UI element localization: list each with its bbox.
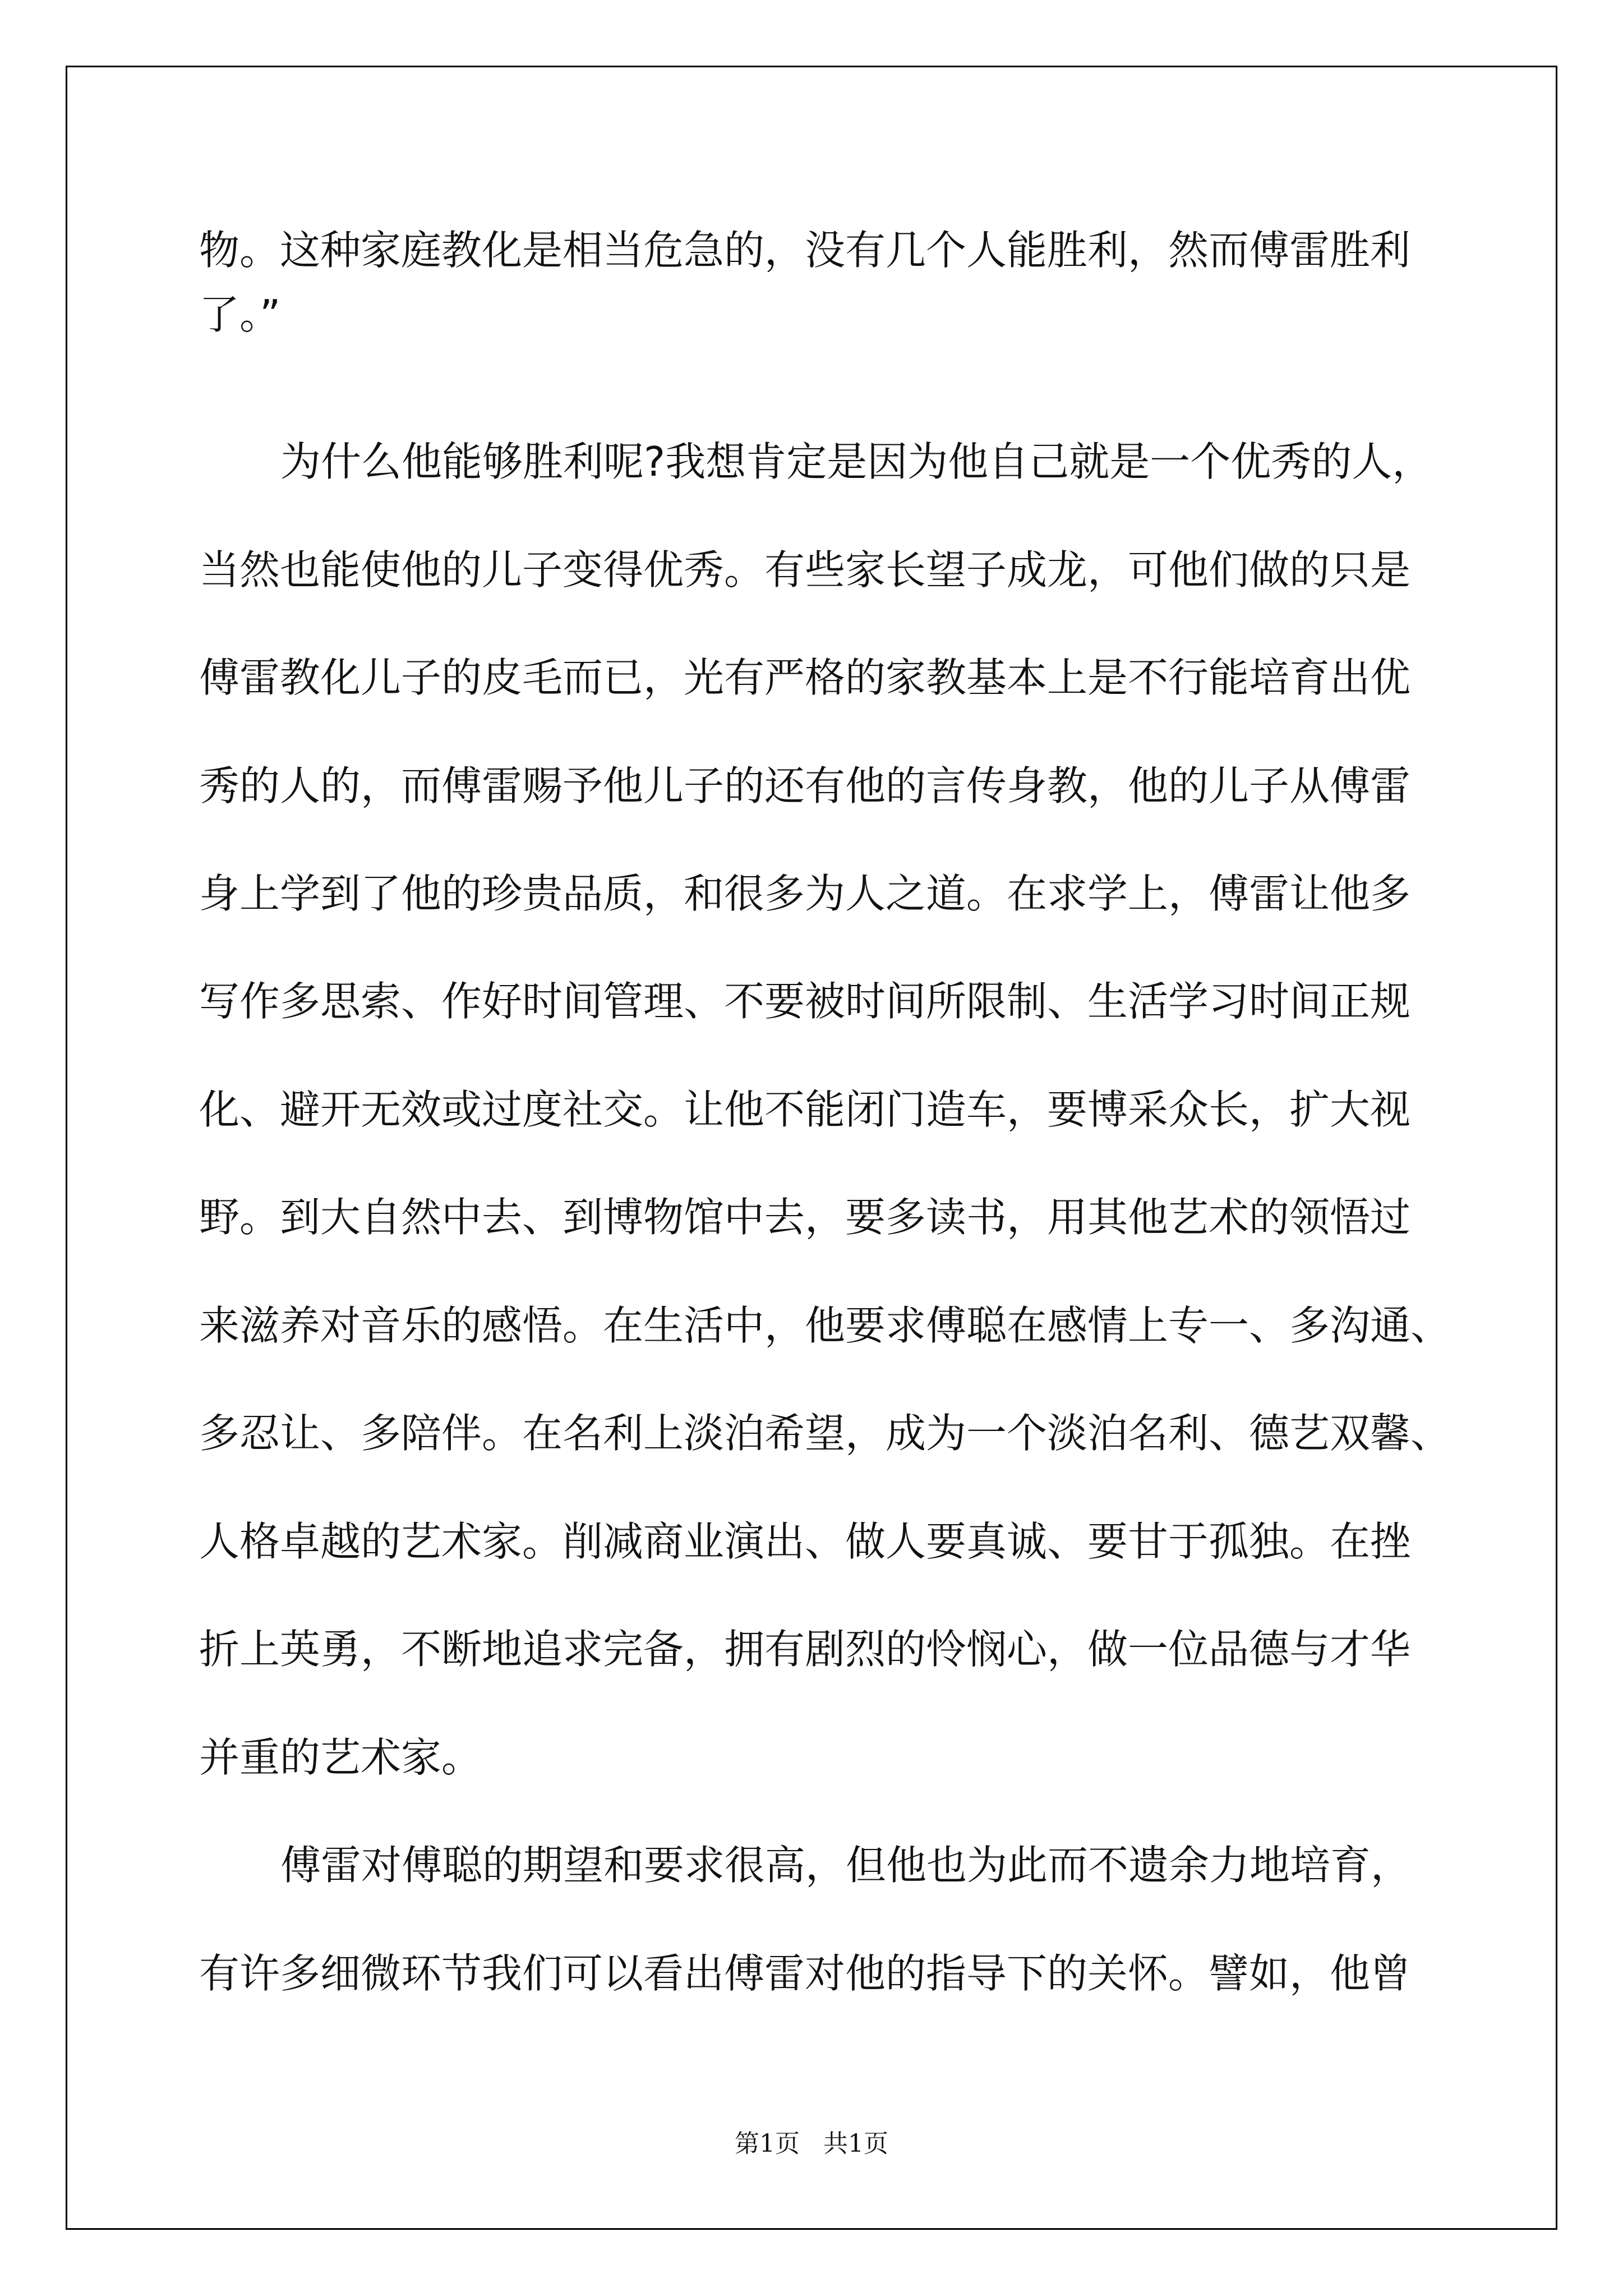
text-line: 当然也能使他的儿子变得优秀。有些家长望子成龙，可他们做的只是	[199, 546, 1411, 593]
text-line: 了。”	[199, 291, 281, 338]
text-line: 物。这种家庭教化是相当危急的，没有几个人能胜利，然而傅雷胜利	[199, 227, 1411, 274]
text-line: 化、避开无效或过度社交。让他不能闭门造车，要博采众长，扩大视	[199, 1086, 1411, 1133]
text-line: 折上英勇，不断地追求完备，拥有剧烈的怜悯心，做一位品德与才华	[199, 1626, 1411, 1673]
text-line: 身上学到了他的珍贵品质，和很多为人之道。在求学上，傅雷让他多	[199, 870, 1411, 917]
text-line: 并重的艺术家。	[199, 1734, 482, 1781]
text-line: 多忍让、多陪伴。在名利上淡泊希望，成为一个淡泊名利、德艺双馨、	[199, 1410, 1451, 1457]
text-line: 野。到大自然中去、到博物馆中去，要多读书，用其他艺术的领悟过	[199, 1194, 1411, 1241]
text-line: 傅雷教化儿子的皮毛而已，光有严格的家教基本上是不行能培育出优	[199, 654, 1411, 701]
paragraph-start-line: 傅雷对傅聪的期望和要求很高，但他也为此而不遗余力地培育，	[280, 1842, 1412, 1889]
page-border	[66, 66, 1557, 2230]
text-line: 人格卓越的艺术家。削减商业演出、做人要真诚、要甘于孤独。在挫	[199, 1518, 1411, 1565]
text-line: 来滋养对音乐的感悟。在生活中，他要求傅聪在感情上专一、多沟通、	[199, 1302, 1451, 1349]
text-line: 有许多细微环节我们可以看出傅雷对他的指导下的关怀。譬如，他曾	[199, 1950, 1411, 1997]
page-footer: 第1页 共1页	[735, 2129, 888, 2158]
paragraph-start-line: 为什么他能够胜利呢?我想肯定是因为他自己就是一个优秀的人，	[280, 438, 1433, 485]
text-line: 写作多思索、作好时间管理、不要被时间所限制、生活学习时间正规	[199, 978, 1411, 1025]
text-line: 秀的人的，而傅雷赐予他儿子的还有他的言传身教，他的儿子从傅雷	[199, 762, 1411, 809]
